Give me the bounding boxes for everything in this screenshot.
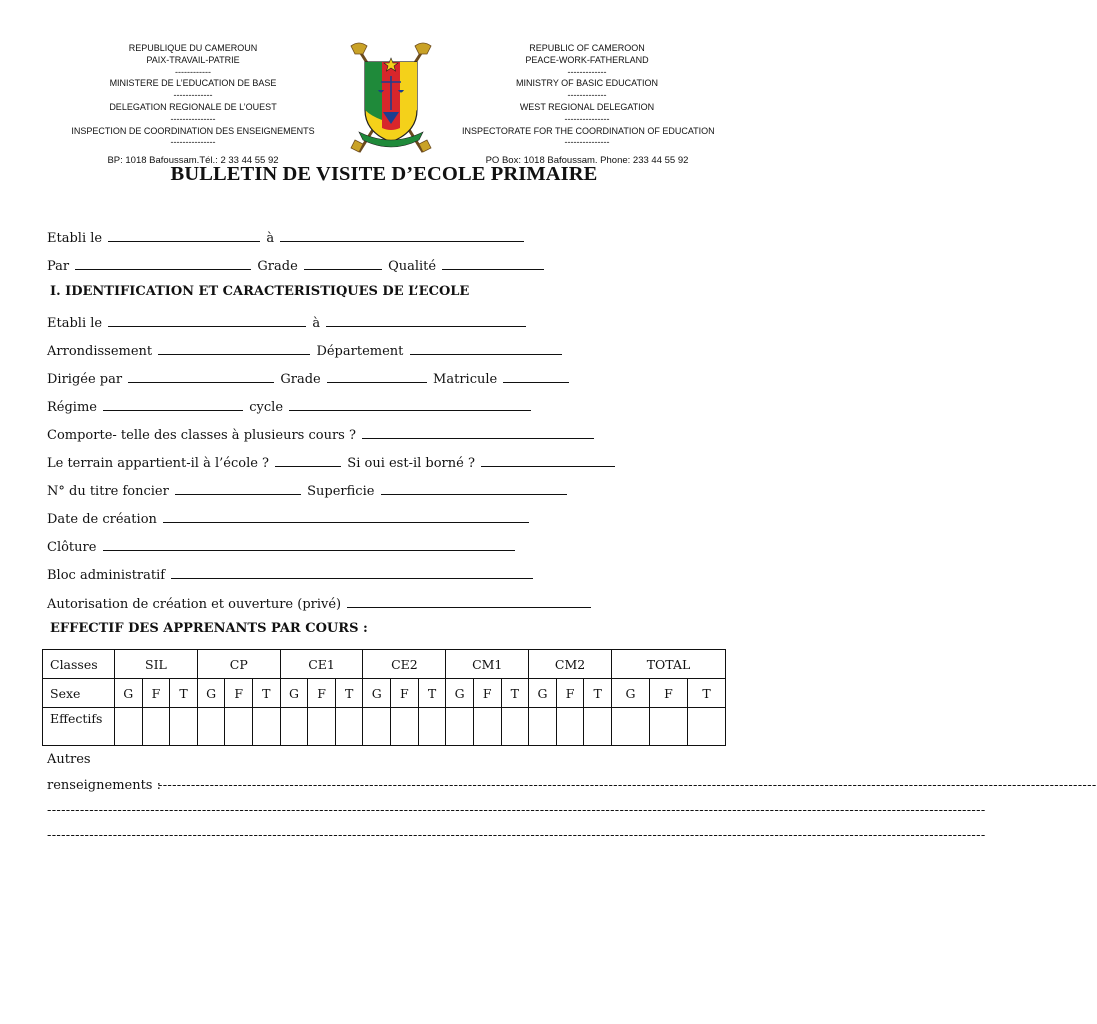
effectif-input-cell[interactable] bbox=[308, 708, 336, 746]
effectif-input-cell[interactable] bbox=[391, 708, 419, 746]
coat-of-arms-icon bbox=[345, 40, 437, 158]
effectif-input-cell[interactable] bbox=[612, 708, 650, 746]
field-label: Etabli le bbox=[47, 316, 103, 331]
header-line: INSPECTORATE FOR THE COORDINATION OF EDUCATION bbox=[462, 125, 715, 136]
class-header: TOTAL bbox=[612, 650, 726, 679]
section-heading: I. IDENTIFICATION ET CARACTERISTIQUES DE L’ECOLE bbox=[50, 284, 470, 299]
effectif-input-cell[interactable] bbox=[335, 708, 363, 746]
regime-blank[interactable] bbox=[103, 397, 243, 411]
field-label: Le terrain appartient-il à l’école ? bbox=[47, 456, 270, 471]
row-label: Sexe bbox=[43, 679, 115, 708]
sexe-cell: G bbox=[529, 679, 557, 708]
field-row bbox=[47, 341, 564, 359]
sexe-cell: T bbox=[170, 679, 198, 708]
class-header: CP bbox=[197, 650, 280, 679]
field-label: Etabli le bbox=[47, 231, 103, 246]
row-label: Classes bbox=[43, 650, 115, 679]
effectif-input-cell[interactable] bbox=[473, 708, 501, 746]
class-header: CM2 bbox=[529, 650, 612, 679]
autres-label: Autres bbox=[47, 752, 91, 767]
sexe-cell: G bbox=[280, 679, 308, 708]
header-line: ------------ bbox=[175, 66, 211, 77]
etabli-le-blank[interactable] bbox=[108, 313, 306, 327]
row-label: Effectifs bbox=[43, 708, 115, 746]
field-row bbox=[47, 594, 593, 612]
sexe-cell: F bbox=[556, 679, 584, 708]
header-line: ------------- bbox=[567, 66, 607, 77]
effectif-input-cell[interactable] bbox=[650, 708, 688, 746]
field-label: Autorisation de création et ouverture (privé) bbox=[47, 597, 342, 612]
sexe-cell: T bbox=[584, 679, 612, 708]
sexe-cell: T bbox=[335, 679, 363, 708]
field-row bbox=[47, 453, 617, 471]
classes-multi-blank[interactable] bbox=[362, 425, 594, 439]
field-label: Matricule bbox=[433, 372, 498, 387]
header-line: REPUBLIC OF CAMEROON bbox=[529, 43, 645, 53]
effectif-input-cell[interactable] bbox=[584, 708, 612, 746]
header-english bbox=[462, 43, 715, 167]
effectif-input-cell[interactable] bbox=[170, 708, 198, 746]
header-line: --------------- bbox=[170, 137, 216, 148]
class-header: CE2 bbox=[363, 650, 446, 679]
field-label: Bloc administratif bbox=[47, 568, 166, 583]
departement-blank[interactable] bbox=[410, 341, 562, 355]
cloture-blank[interactable] bbox=[103, 537, 515, 551]
qualite-blank[interactable] bbox=[442, 256, 544, 270]
effectif-input-cell[interactable] bbox=[225, 708, 253, 746]
header-line: MINISTERE DE L’EDUCATION DE BASE bbox=[109, 78, 277, 89]
sexe-cell: F bbox=[142, 679, 170, 708]
sexe-cell: T bbox=[688, 679, 726, 708]
header-line: --------------- bbox=[564, 113, 610, 124]
field-label: Grade bbox=[257, 259, 298, 274]
sexe-cell: F bbox=[308, 679, 336, 708]
header-line: PEACE-WORK-FATHERLAND bbox=[525, 54, 649, 65]
dirigee-par-blank[interactable] bbox=[128, 369, 274, 383]
header-contact: BP: 1018 Bafoussam.Tél.: 2 33 44 55 92 bbox=[107, 155, 279, 167]
field-label: Comporte- telle des classes à plusieurs cours ? bbox=[47, 428, 356, 443]
effectifs-row bbox=[43, 708, 726, 746]
field-row-par bbox=[47, 256, 546, 274]
field-label: Par bbox=[47, 259, 70, 274]
sexe-cell: T bbox=[501, 679, 529, 708]
header-line: PAIX-TRAVAIL-PATRIE bbox=[146, 54, 240, 65]
class-header: SIL bbox=[115, 650, 198, 679]
field-row bbox=[47, 369, 571, 387]
header-line: --------------- bbox=[170, 113, 216, 124]
effectif-input-cell[interactable] bbox=[688, 708, 726, 746]
lieu-blank[interactable] bbox=[280, 228, 524, 242]
field-label: Dirigée par bbox=[47, 372, 123, 387]
sexe-row bbox=[43, 679, 726, 708]
sexe-cell: G bbox=[363, 679, 391, 708]
header-line: ------------- bbox=[567, 90, 607, 101]
sexe-cell: T bbox=[418, 679, 446, 708]
autres-line-3[interactable]: -------------------------------------------------------------------------------------------------------------------------------------------------------------------------------------------------------- bbox=[47, 828, 986, 843]
autres-row bbox=[47, 778, 161, 793]
field-row bbox=[47, 537, 517, 555]
sexe-cell: F bbox=[650, 679, 688, 708]
field-label: Si oui est-il borné ? bbox=[347, 456, 475, 471]
header-line: ------------- bbox=[173, 90, 213, 101]
sexe-cell: F bbox=[473, 679, 501, 708]
document-title: BULLETIN DE VISITE D’ECOLE PRIMAIRE bbox=[170, 163, 598, 185]
field-label: Grade bbox=[280, 372, 321, 387]
effectif-input-cell[interactable] bbox=[446, 708, 474, 746]
field-label: à bbox=[266, 231, 275, 246]
grade-blank[interactable] bbox=[304, 256, 382, 270]
sexe-cell: G bbox=[446, 679, 474, 708]
field-row bbox=[47, 481, 569, 499]
header-line: MINISTRY OF BASIC EDUCATION bbox=[515, 78, 659, 89]
etabli-le-blank[interactable] bbox=[108, 228, 260, 242]
field-label: Département bbox=[316, 344, 404, 359]
field-label: Régime bbox=[47, 400, 97, 415]
autres-line-2[interactable]: -------------------------------------------------------------------------------------------------------------------------------------------------------------------------------------------------------- bbox=[47, 803, 986, 818]
effectif-input-cell[interactable] bbox=[529, 708, 557, 746]
bloc-administratif-blank[interactable] bbox=[171, 565, 533, 579]
effectif-heading: EFFECTIF DES APPRENANTS PAR COURS : bbox=[50, 621, 368, 636]
field-label: cycle bbox=[249, 400, 284, 415]
effectif-input-cell[interactable] bbox=[556, 708, 584, 746]
field-row bbox=[47, 313, 528, 331]
matricule-blank[interactable] bbox=[503, 369, 569, 383]
date-creation-blank[interactable] bbox=[163, 509, 529, 523]
field-row-etabli bbox=[47, 228, 526, 246]
superficie-blank[interactable] bbox=[381, 481, 567, 495]
field-row bbox=[47, 425, 596, 443]
lieu-blank[interactable] bbox=[326, 313, 526, 327]
effectif-input-cell[interactable] bbox=[197, 708, 225, 746]
field-label: Superficie bbox=[307, 484, 375, 499]
field-label: Qualité bbox=[388, 259, 437, 274]
grade-blank[interactable] bbox=[327, 369, 427, 383]
cycle-blank[interactable] bbox=[289, 397, 531, 411]
effectif-input-cell[interactable] bbox=[280, 708, 308, 746]
header-line: DELEGATION REGIONALE DE L’OUEST bbox=[109, 101, 277, 112]
header-line: REPUBLIQUE DU CAMEROUN bbox=[128, 43, 258, 53]
effectif-input-cell[interactable] bbox=[363, 708, 391, 746]
effectif-input-cell[interactable] bbox=[142, 708, 170, 746]
field-label: à bbox=[312, 316, 321, 331]
sexe-cell: F bbox=[225, 679, 253, 708]
header-line: WEST REGIONAL DELEGATION bbox=[519, 101, 655, 112]
sexe-cell: G bbox=[612, 679, 650, 708]
header-contact: PO Box: 1018 Bafoussam. Phone: 233 44 55 92 bbox=[485, 155, 689, 167]
effectif-input-cell[interactable] bbox=[501, 708, 529, 746]
sexe-cell: T bbox=[253, 679, 281, 708]
field-row bbox=[47, 509, 531, 527]
effectif-table bbox=[42, 649, 726, 746]
classes-row bbox=[43, 650, 726, 679]
field-row bbox=[47, 397, 533, 415]
borne-blank[interactable] bbox=[481, 453, 615, 467]
field-label: N° du titre foncier bbox=[47, 484, 169, 499]
effectif-input-cell[interactable] bbox=[418, 708, 446, 746]
field-label: Arrondissement bbox=[47, 344, 153, 359]
class-header: CE1 bbox=[280, 650, 363, 679]
arrondissement-blank[interactable] bbox=[158, 341, 310, 355]
header-line: INSPECTION DE COORDINATION DES ENSEIGNEMENTS bbox=[71, 125, 315, 136]
autres-line-1[interactable]: -------------------------------------------------------------------------------------------------------------------------------------------------------------------------------------------------------- bbox=[158, 778, 1097, 793]
sexe-cell: F bbox=[391, 679, 419, 708]
sexe-cell: G bbox=[115, 679, 143, 708]
autorisation-blank[interactable] bbox=[347, 594, 591, 608]
field-row bbox=[47, 565, 535, 583]
terrain-blank[interactable] bbox=[275, 453, 341, 467]
header-line: --------------- bbox=[564, 137, 610, 148]
titre-foncier-blank[interactable] bbox=[175, 481, 301, 495]
field-label: Date de création bbox=[47, 512, 157, 527]
header-french bbox=[52, 43, 334, 167]
autres-label: renseignements : bbox=[47, 778, 161, 793]
effectif-input-cell[interactable] bbox=[253, 708, 281, 746]
field-label: Clôture bbox=[47, 540, 97, 555]
par-blank[interactable] bbox=[75, 256, 251, 270]
effectif-input-cell[interactable] bbox=[115, 708, 143, 746]
sexe-cell: G bbox=[197, 679, 225, 708]
class-header: CM1 bbox=[446, 650, 529, 679]
